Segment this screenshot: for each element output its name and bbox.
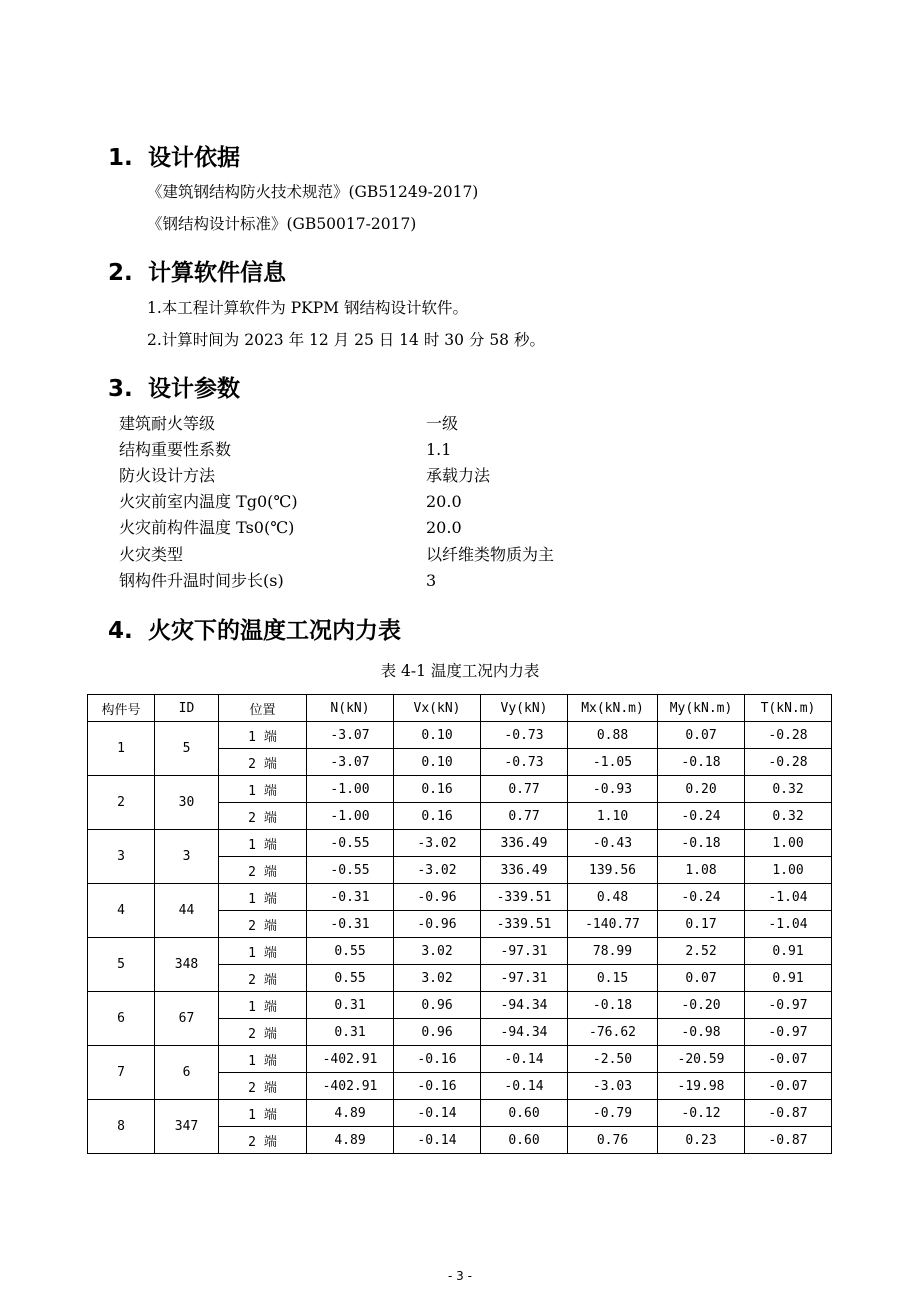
section-title: 火灾下的温度工况内力表 xyxy=(148,618,401,644)
cell-value: -3.03 xyxy=(568,1073,658,1100)
cell-value: -402.91 xyxy=(307,1046,394,1073)
cell-value: -20.59 xyxy=(658,1046,745,1073)
cell-value: -0.12 xyxy=(658,1100,745,1127)
cell-value: -0.14 xyxy=(481,1073,568,1100)
param-value: 以纤维类物质为主 xyxy=(426,545,555,564)
cell-value: -1.04 xyxy=(745,911,832,938)
section-heading-software xyxy=(108,258,286,288)
cell-position: 2 端 xyxy=(219,1019,307,1046)
section-number: 3. xyxy=(108,376,133,402)
cell-value: 0.20 xyxy=(658,776,745,803)
cell-position: 2 端 xyxy=(219,749,307,776)
cell-position: 2 端 xyxy=(219,857,307,884)
cell-value: 0.96 xyxy=(394,992,481,1019)
cell-position: 2 端 xyxy=(219,1127,307,1154)
cell-member-no: 8 xyxy=(88,1100,155,1154)
cell-value: 0.15 xyxy=(568,965,658,992)
section-number: 4. xyxy=(108,618,133,644)
cell-value: 0.96 xyxy=(394,1019,481,1046)
cell-value: 0.60 xyxy=(481,1100,568,1127)
param-value: 承载力法 xyxy=(426,466,491,485)
table-caption: 表 4-1 温度工况内力表 xyxy=(380,662,540,680)
cell-value: 139.56 xyxy=(568,857,658,884)
header-vy: Vy(kN) xyxy=(481,695,568,722)
cell-id: 3 xyxy=(155,830,219,884)
cell-value: -0.73 xyxy=(481,749,568,776)
cell-value: 0.55 xyxy=(307,938,394,965)
cell-position: 2 端 xyxy=(219,803,307,830)
cell-value: -97.31 xyxy=(481,938,568,965)
section-heading-basis xyxy=(108,143,240,173)
cell-value: 0.77 xyxy=(481,803,568,830)
cell-value: -0.73 xyxy=(481,722,568,749)
cell-value: -97.31 xyxy=(481,965,568,992)
cell-value: 0.07 xyxy=(658,722,745,749)
param-label: 火灾前室内温度 Tg0(℃) xyxy=(119,492,298,511)
cell-member-no: 2 xyxy=(88,776,155,830)
cell-value: -0.87 xyxy=(745,1127,832,1154)
cell-value: -19.98 xyxy=(658,1073,745,1100)
cell-value: 0.60 xyxy=(481,1127,568,1154)
cell-member-no: 1 xyxy=(88,722,155,776)
section-title: 设计参数 xyxy=(148,376,240,402)
table-row xyxy=(88,1100,832,1127)
cell-position: 2 端 xyxy=(219,911,307,938)
cell-position: 2 端 xyxy=(219,1073,307,1100)
cell-value: 4.89 xyxy=(307,1127,394,1154)
cell-value: 1.00 xyxy=(745,830,832,857)
cell-value: -3.07 xyxy=(307,722,394,749)
cell-value: 0.31 xyxy=(307,1019,394,1046)
page-number: - 3 - xyxy=(448,1269,472,1283)
header-n: N(kN) xyxy=(307,695,394,722)
cell-value: -0.14 xyxy=(394,1100,481,1127)
cell-value: 0.88 xyxy=(568,722,658,749)
cell-value: -0.96 xyxy=(394,911,481,938)
basis-line-1: 《建筑钢结构防火技术规范》(GB51249-2017) xyxy=(147,183,479,201)
header-position: 位置 xyxy=(219,695,307,722)
cell-value: 3.02 xyxy=(394,965,481,992)
cell-value: -0.18 xyxy=(658,830,745,857)
param-value: 3 xyxy=(426,571,437,590)
cell-value: -1.00 xyxy=(307,803,394,830)
cell-value: 0.91 xyxy=(745,965,832,992)
cell-value: -402.91 xyxy=(307,1073,394,1100)
cell-value: -3.07 xyxy=(307,749,394,776)
section-title: 设计依据 xyxy=(148,145,240,171)
header-member-no: 构件号 xyxy=(88,695,155,722)
cell-value: -2.50 xyxy=(568,1046,658,1073)
software-line-1: 1.本工程计算软件为 PKPM 钢结构设计软件。 xyxy=(147,299,468,317)
header-t: T(kN.m) xyxy=(745,695,832,722)
cell-member-no: 4 xyxy=(88,884,155,938)
cell-member-no: 7 xyxy=(88,1046,155,1100)
cell-position: 1 端 xyxy=(219,938,307,965)
cell-value: -0.96 xyxy=(394,884,481,911)
param-label: 火灾类型 xyxy=(119,545,184,564)
cell-value: 1.00 xyxy=(745,857,832,884)
header-my: My(kN.m) xyxy=(658,695,745,722)
cell-position: 2 端 xyxy=(219,965,307,992)
cell-position: 1 端 xyxy=(219,722,307,749)
param-value: 20.0 xyxy=(426,492,462,511)
cell-value: 336.49 xyxy=(481,830,568,857)
table-row xyxy=(88,1046,832,1073)
section-heading-params xyxy=(108,374,240,404)
cell-value: -0.28 xyxy=(745,722,832,749)
cell-value: -94.34 xyxy=(481,992,568,1019)
section-heading-forces xyxy=(108,616,401,646)
cell-value: -339.51 xyxy=(481,884,568,911)
cell-member-no: 3 xyxy=(88,830,155,884)
table-row xyxy=(88,884,832,911)
cell-value: -0.14 xyxy=(481,1046,568,1073)
cell-position: 1 端 xyxy=(219,884,307,911)
cell-value: -0.24 xyxy=(658,884,745,911)
cell-value: -3.02 xyxy=(394,830,481,857)
cell-value: 0.17 xyxy=(658,911,745,938)
cell-id: 5 xyxy=(155,722,219,776)
param-value: 20.0 xyxy=(426,518,462,537)
cell-id: 347 xyxy=(155,1100,219,1154)
cell-value: -0.16 xyxy=(394,1073,481,1100)
cell-value: -0.07 xyxy=(745,1046,832,1073)
cell-value: 0.76 xyxy=(568,1127,658,1154)
cell-value: 3.02 xyxy=(394,938,481,965)
cell-value: 0.31 xyxy=(307,992,394,1019)
cell-position: 1 端 xyxy=(219,776,307,803)
section-number: 2. xyxy=(108,260,133,286)
cell-id: 30 xyxy=(155,776,219,830)
cell-id: 348 xyxy=(155,938,219,992)
cell-value: -0.20 xyxy=(658,992,745,1019)
cell-value: -76.62 xyxy=(568,1019,658,1046)
software-line-2: 2.计算时间为 2023 年 12 月 25 日 14 时 30 分 58 秒。 xyxy=(147,331,545,349)
table-body xyxy=(88,722,832,1154)
cell-value: 0.48 xyxy=(568,884,658,911)
cell-value: -1.04 xyxy=(745,884,832,911)
param-label: 防火设计方法 xyxy=(119,466,216,485)
header-mx: Mx(kN.m) xyxy=(568,695,658,722)
cell-value: 1.08 xyxy=(658,857,745,884)
cell-value: 0.55 xyxy=(307,965,394,992)
cell-value: -0.18 xyxy=(658,749,745,776)
cell-id: 44 xyxy=(155,884,219,938)
table-row xyxy=(88,830,832,857)
param-label: 火灾前构件温度 Ts0(℃) xyxy=(119,518,295,537)
param-label: 建筑耐火等级 xyxy=(119,414,216,433)
cell-position: 1 端 xyxy=(219,1100,307,1127)
param-label: 钢构件升温时间步长(s) xyxy=(119,571,284,590)
cell-value: -94.34 xyxy=(481,1019,568,1046)
cell-value: 4.89 xyxy=(307,1100,394,1127)
cell-value: -3.02 xyxy=(394,857,481,884)
cell-value: 0.77 xyxy=(481,776,568,803)
cell-value: 0.07 xyxy=(658,965,745,992)
cell-value: -0.55 xyxy=(307,830,394,857)
cell-value: -0.07 xyxy=(745,1073,832,1100)
cell-value: 0.32 xyxy=(745,803,832,830)
section-title: 计算软件信息 xyxy=(148,260,286,286)
cell-id: 67 xyxy=(155,992,219,1046)
header-id: ID xyxy=(155,695,219,722)
cell-value: -140.77 xyxy=(568,911,658,938)
cell-value: 0.23 xyxy=(658,1127,745,1154)
cell-value: 0.91 xyxy=(745,938,832,965)
cell-value: 2.52 xyxy=(658,938,745,965)
cell-value: -0.16 xyxy=(394,1046,481,1073)
cell-value: -0.87 xyxy=(745,1100,832,1127)
cell-value: 0.10 xyxy=(394,722,481,749)
param-value: 1.1 xyxy=(426,440,452,459)
cell-value: -0.43 xyxy=(568,830,658,857)
cell-value: 336.49 xyxy=(481,857,568,884)
cell-value: -0.79 xyxy=(568,1100,658,1127)
cell-position: 1 端 xyxy=(219,992,307,1019)
cell-value: -339.51 xyxy=(481,911,568,938)
cell-value: -0.24 xyxy=(658,803,745,830)
cell-value: 78.99 xyxy=(568,938,658,965)
param-value: 一级 xyxy=(426,414,459,433)
cell-position: 1 端 xyxy=(219,830,307,857)
cell-value: -0.28 xyxy=(745,749,832,776)
cell-value: 0.10 xyxy=(394,749,481,776)
cell-member-no: 6 xyxy=(88,992,155,1046)
cell-value: -1.05 xyxy=(568,749,658,776)
cell-value: -0.31 xyxy=(307,884,394,911)
basis-line-2: 《钢结构设计标准》(GB50017-2017) xyxy=(147,215,417,233)
table-row xyxy=(88,938,832,965)
param-label: 结构重要性系数 xyxy=(119,440,232,459)
cell-value: -0.14 xyxy=(394,1127,481,1154)
cell-value: -0.98 xyxy=(658,1019,745,1046)
cell-value: 0.16 xyxy=(394,776,481,803)
table-row xyxy=(88,776,832,803)
cell-value: -0.18 xyxy=(568,992,658,1019)
cell-value: -1.00 xyxy=(307,776,394,803)
header-vx: Vx(kN) xyxy=(394,695,481,722)
table-row xyxy=(88,992,832,1019)
cell-value: -0.97 xyxy=(745,1019,832,1046)
cell-value: -0.55 xyxy=(307,857,394,884)
cell-member-no: 5 xyxy=(88,938,155,992)
cell-value: 0.32 xyxy=(745,776,832,803)
cell-value: -0.93 xyxy=(568,776,658,803)
table-row xyxy=(88,722,832,749)
cell-value: 1.10 xyxy=(568,803,658,830)
cell-value: -0.97 xyxy=(745,992,832,1019)
table-header-row xyxy=(88,695,832,722)
cell-position: 1 端 xyxy=(219,1046,307,1073)
internal-force-table xyxy=(87,694,832,1154)
section-number: 1. xyxy=(108,145,133,171)
cell-id: 6 xyxy=(155,1046,219,1100)
cell-value: 0.16 xyxy=(394,803,481,830)
cell-value: -0.31 xyxy=(307,911,394,938)
